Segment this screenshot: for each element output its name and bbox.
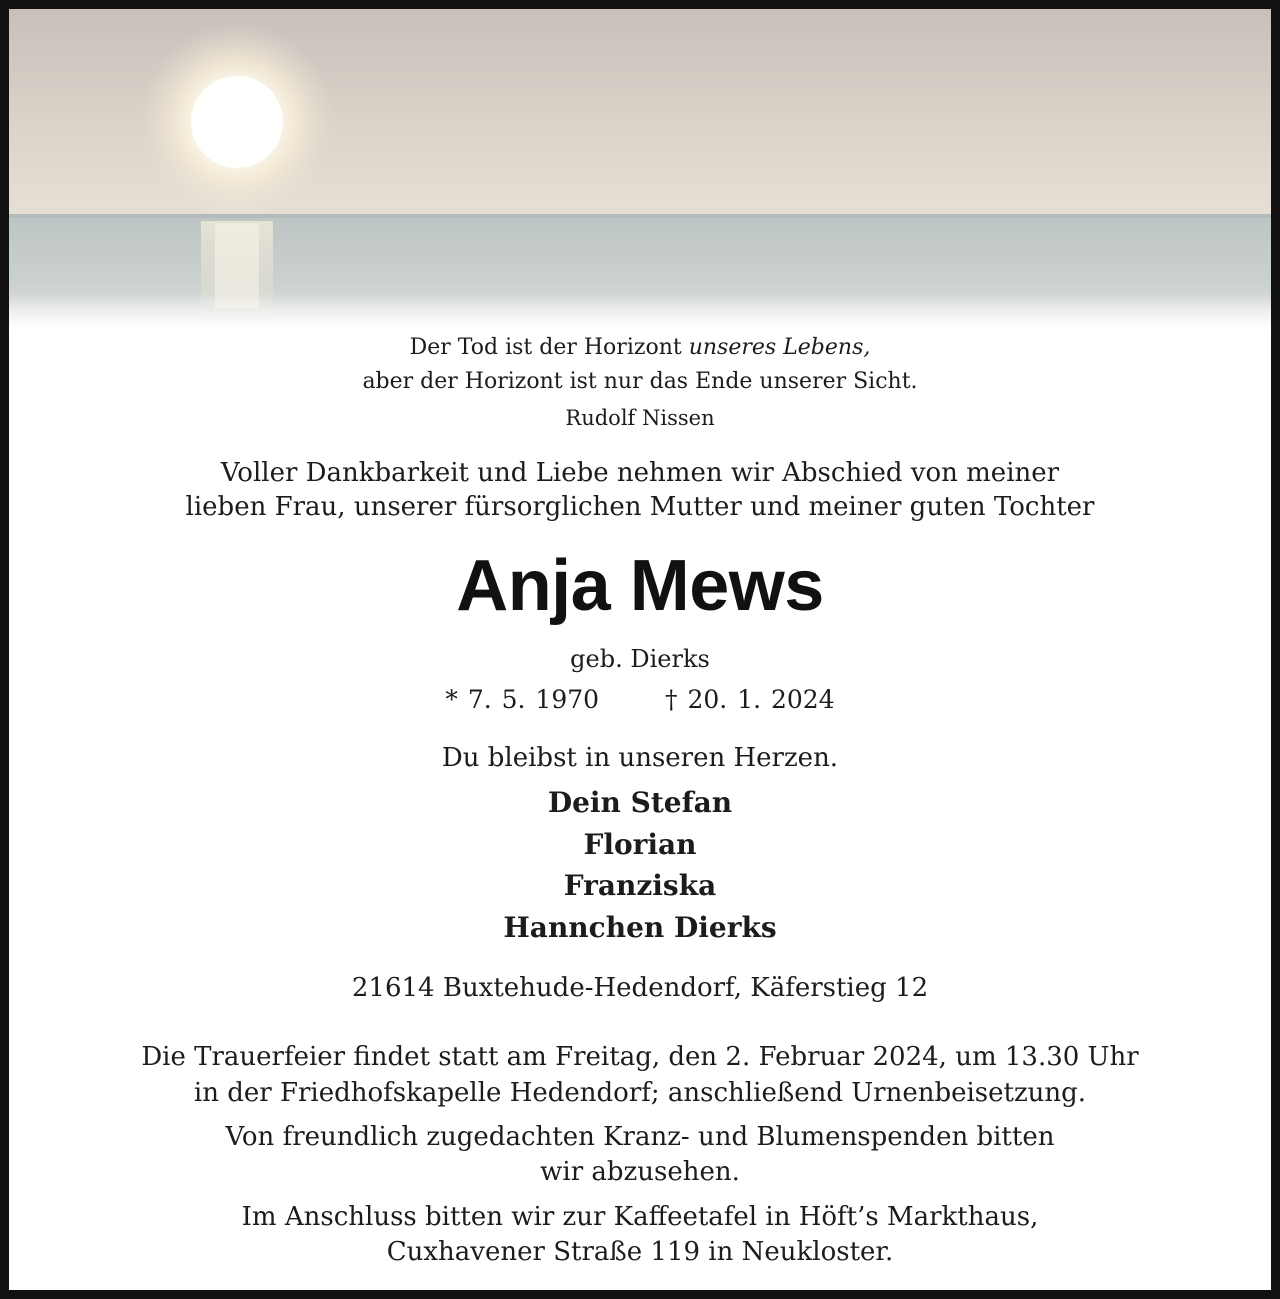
death-date: † 20. 1. 2024 <box>665 685 835 714</box>
family-member: Florian <box>583 828 697 861</box>
life-dates <box>9 685 1271 714</box>
quote-author: Rudolf Nissen <box>565 406 715 430</box>
family-member: Hannchen Dierks <box>503 911 777 944</box>
intro-line-1: Voller Dankbarkeit und Liebe nehmen wir Abschied von meiner <box>220 458 1060 488</box>
quote-line-1-text: Der Tod ist der Horizont <box>409 335 689 360</box>
birth-date: * 7. 5. 1970 <box>445 685 600 714</box>
flowers-line-1: Von freundlich zugedachten Kranz- und Blumenspenden bitten <box>225 1122 1055 1152</box>
born-name: geb. Dierks <box>570 645 710 673</box>
flowers-line-2: wir abzusehen. <box>540 1157 740 1187</box>
ceremony-line-1: Die Trauerfeier findet statt am Freitag, den 2. Februar 2024, um 13.30 Uhr <box>141 1042 1139 1072</box>
farewell-line: Du bleibst in unseren Herzen. <box>441 743 839 773</box>
reception-line-2: Cuxhavener Straße 119 in Neukloster. <box>386 1237 894 1267</box>
quote-line-1 <box>9 335 1271 360</box>
quote-line-1-script: unseres Lebens, <box>688 335 871 360</box>
ceremony-line-2: in der Friedhofskapelle Hedendorf; anschließend Urnenbeisetzung. <box>193 1078 1087 1108</box>
deceased-name: Anja Mews <box>456 546 824 626</box>
sunset-sea-photo <box>9 9 1271 329</box>
family-member: Franziska <box>563 869 717 902</box>
family-member: Dein Stefan <box>547 786 733 819</box>
address: 21614 Buxtehude-Hedendorf, Käferstieg 12 <box>351 973 929 1003</box>
reception-line-1: Im Anschluss bitten wir zur Kaffeetafel in Höft’s Markthaus, <box>241 1202 1039 1232</box>
intro-line-2: lieben Frau, unserer fürsorglichen Mutter und meiner guten Tochter <box>185 492 1095 522</box>
quote-line-2: aber der Horizont ist nur das Ende unserer Sicht. <box>362 369 918 394</box>
